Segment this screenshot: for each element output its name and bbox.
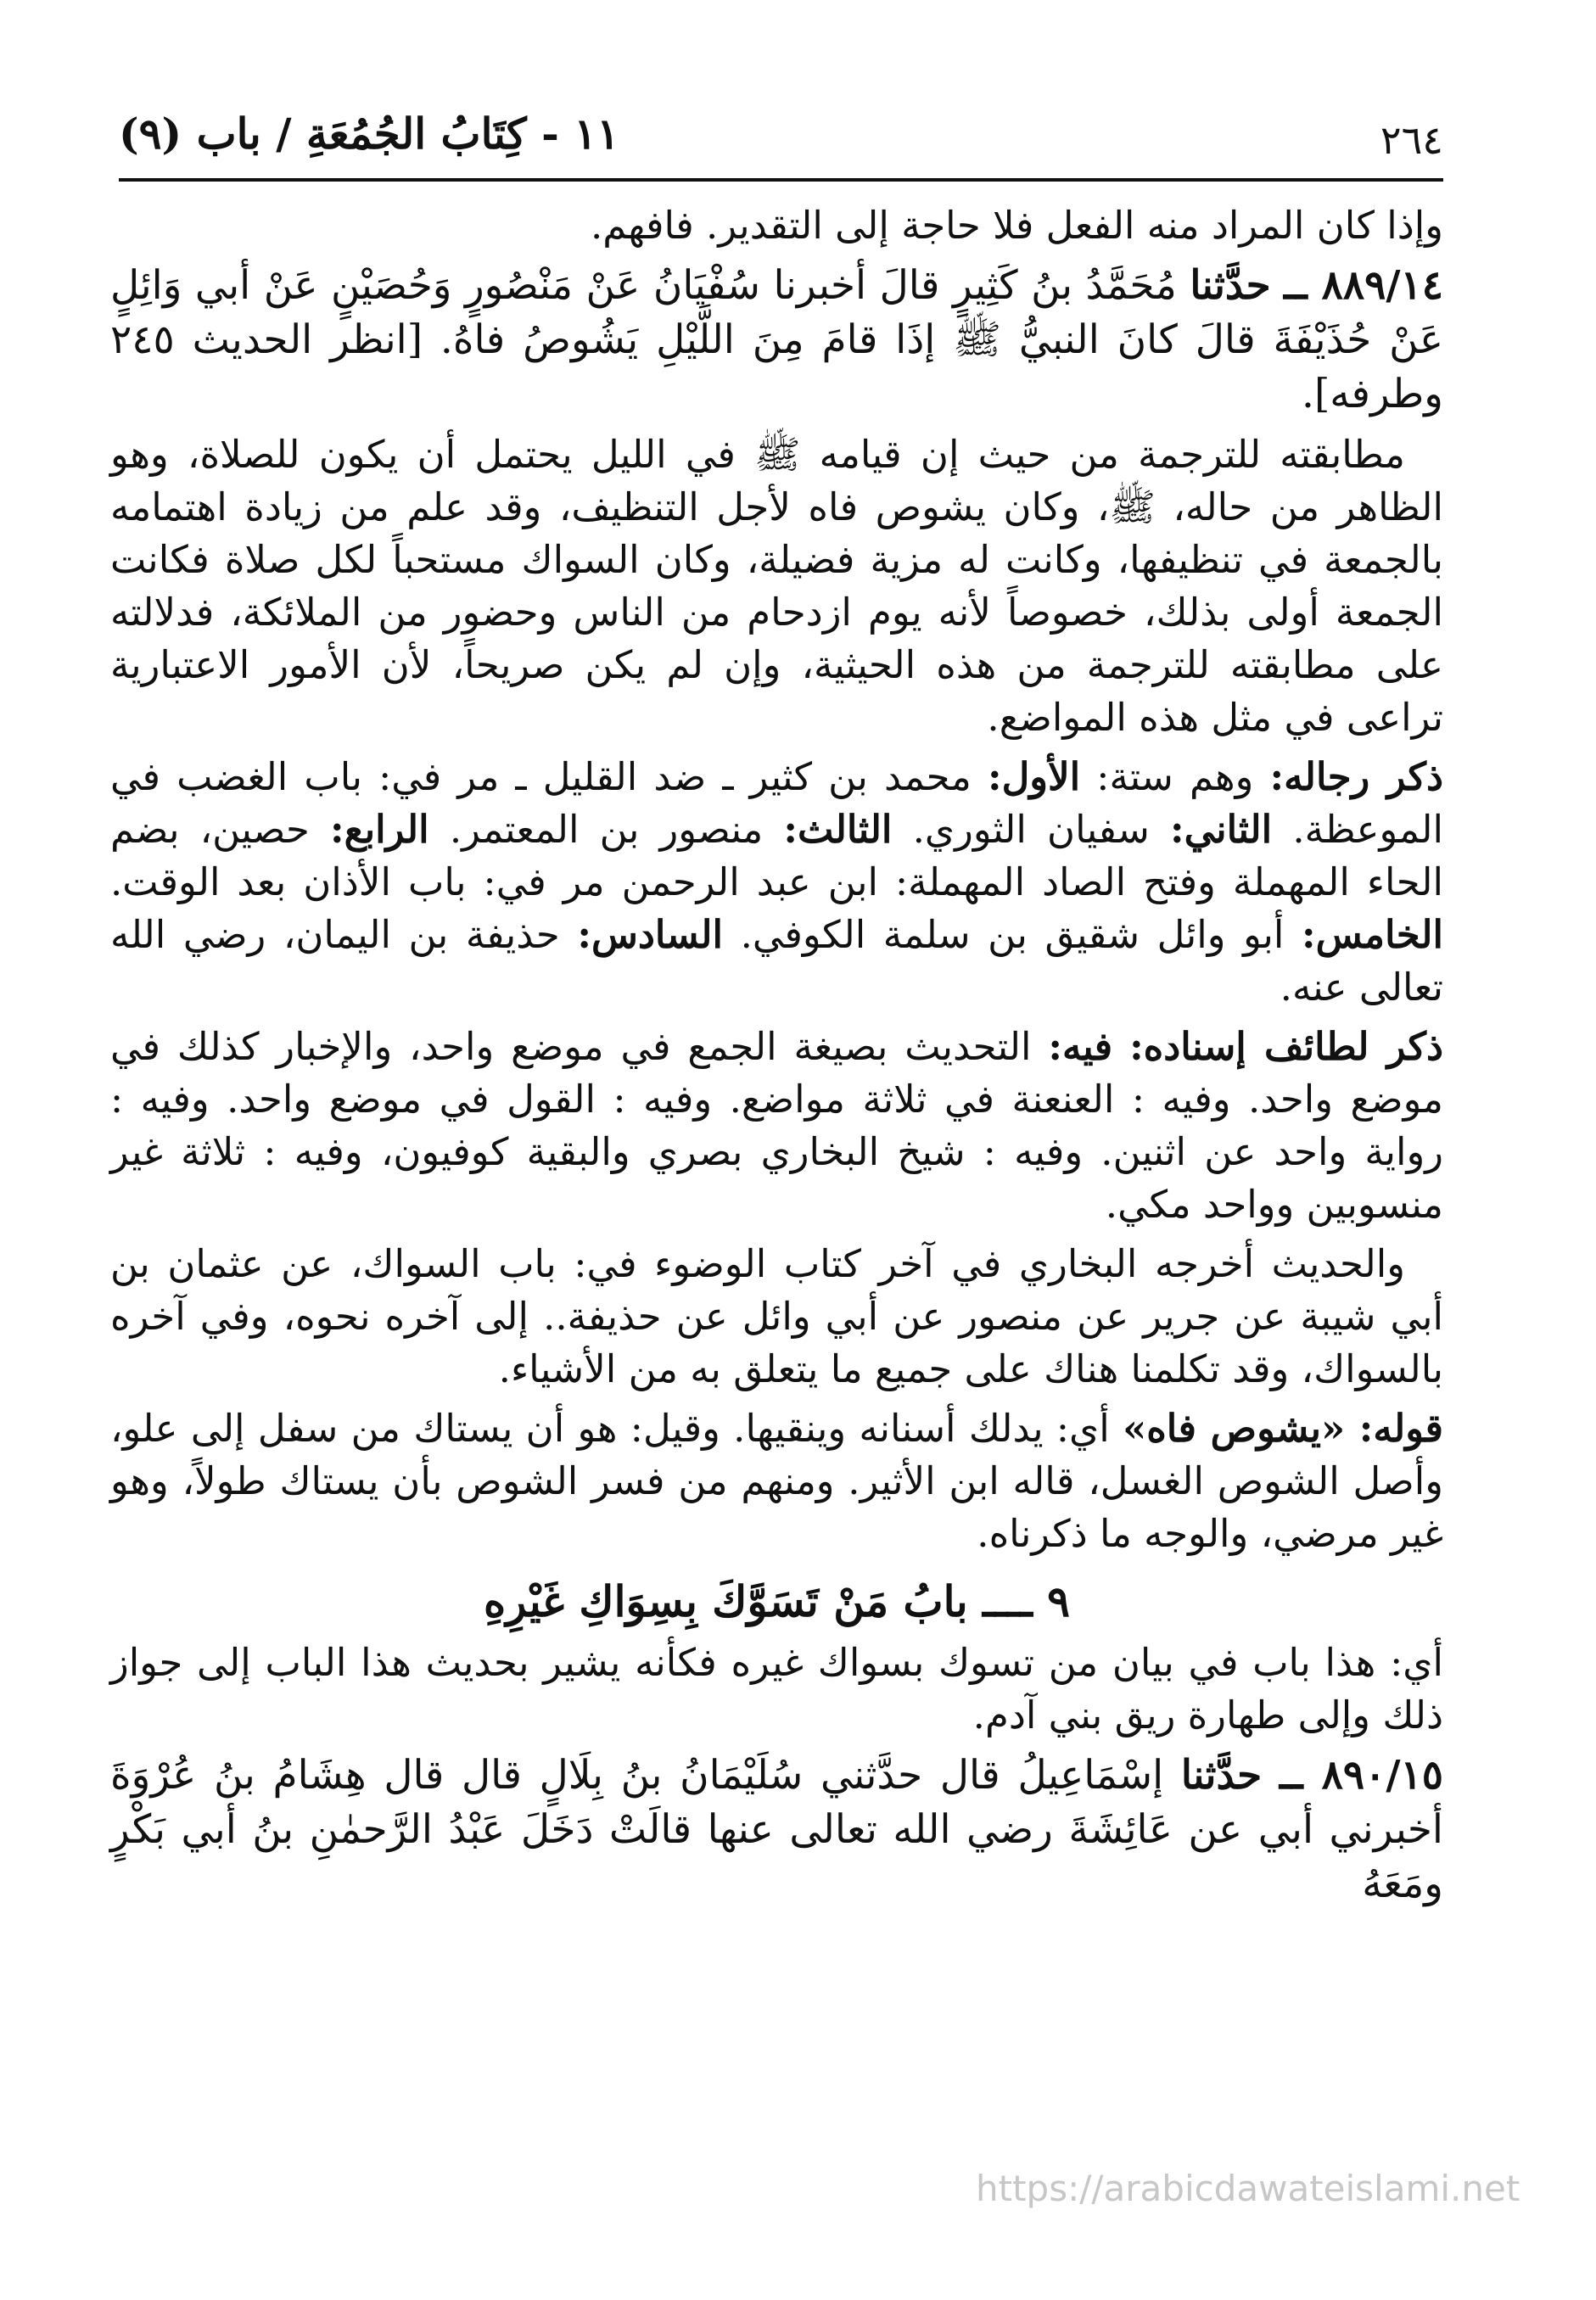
- hadith-890: [110, 1749, 1443, 1911]
- narrator-text: سفيان الثوري.: [912, 807, 1150, 852]
- hadith-number: ٨٩٠/١٥ ــ: [1279, 1752, 1443, 1799]
- watermark: https://arabicdawateislami.net: [976, 2168, 1520, 2209]
- takhrij-paragraph: [110, 1238, 1443, 1396]
- narrator-label: السادس:: [577, 912, 723, 957]
- narrator-text: حذيفة بن اليمان، رضي الله تعالى عنه.: [110, 912, 1443, 1010]
- narrators-section: [110, 751, 1443, 1014]
- narrator-label: الأول:: [987, 754, 1081, 799]
- narrator-text: حصين، بضم الحاء المهملة وفتح الصاد المهملة: ابن عبد الرحمن مر في: باب الأذان بعد الوقت.: [110, 807, 1443, 904]
- narrator-text: أبو وائل شقيق بن سلمة الكوفي.: [740, 912, 1285, 957]
- narrators-intro: وهم ستة:: [1096, 754, 1254, 799]
- paragraph-text: مطابقته للترجمة من حيث إن قيامه ﷺ في الليل يحتمل أن يكون للصلاة، وهو الظاهر من حاله، ﷺ، وكان يشوص فاه لأجل التنظيف، وقد علم من زيادة اهتمامه بالجمعة في تنظيفها، وكانت له مزية فضيلة، وكان السواك مستحباً لكل صلاة فكانت الجمعة أولى بذلك، خصوصاً لأنه يوم ازدحام من الناس وحضور من الملائكة، فدلالته على مطابقته للترجمة من هذه الحيثية، وإن لم يكن صريحاً، لأن الأمور الاعتبارية تراعى في مثل هذه المواضع.: [110, 432, 1443, 740]
- running-title: ١١ - كِتَابُ الجُمُعَةِ / باب (٩): [119, 109, 620, 159]
- narrator-label: الرابع:: [330, 807, 429, 852]
- hadith-label: حدَّثنا: [1190, 262, 1271, 309]
- narrator-text: منصور بن المعتمر.: [449, 807, 764, 852]
- paragraph-text: أي: هذا باب في بيان من تسوك بسواك غيره فكأنه يشير بحديث هذا الباب إلى جواز ذلك وإلى طهارة ريق بني آدم.: [110, 1640, 1443, 1738]
- narrator-label: الثالث:: [783, 807, 893, 852]
- narrator-label: الثاني:: [1170, 807, 1273, 852]
- quote-label: قوله: «يشوص فاه»: [1123, 1406, 1443, 1451]
- hadith-label: حدَّثنا: [1180, 1752, 1263, 1799]
- hadith-889: [110, 259, 1443, 422]
- narrator-text: محمد بن كثير ـ ضد القليل ـ مر في: باب الغضب في الموعظة.: [110, 754, 1443, 852]
- paragraph-text: وإذا كان المراد منه الفعل فلا حاجة إلى التقدير. فافهم.: [591, 203, 1443, 248]
- paragraph-text: والحديث أخرجه البخاري في آخر كتاب الوضوء في: باب السواك، عن عثمان بن أبي شيبة عن جرير عن منصور عن أبي وائل عن حذيفة.. إلى آخره نحوه، وفي آخره بالسواك، وقد تكلمنا هناك على جميع ما يتعلق به من الأشياء.: [110, 1241, 1443, 1391]
- narrator-label: الخامس:: [1301, 912, 1444, 957]
- page-body: [110, 199, 1443, 1918]
- hadith-text: مُحَمَّدُ بنُ كَثِيرٍ قالَ أخبرنا سُفْيَانُ عَنْ مَنْصُورٍ وَحُصَيْنٍ عَنْ أبي وَائِلٍ عَنْ حُذَيْفَةَ قالَ كانَ النبيُّ ﷺ إذَا قامَ مِنَ اللَّيْلِ يَشُوصُ فاهُ. [انظر الحديث ٢٤٥ وطرفه].: [110, 262, 1443, 417]
- section-label: ذكر رجاله:: [1269, 754, 1444, 799]
- isnad-subtleties-section: [110, 1021, 1443, 1231]
- explanation-paragraph: [110, 1402, 1443, 1560]
- header-divider: [119, 178, 1443, 182]
- page-number: ٢٦٤: [1380, 117, 1443, 163]
- section-label: ذكر لطائف إسناده:: [1129, 1024, 1443, 1069]
- paragraph-text: أي: يدلك أسنانه وينقيها. وقيل: هو أن يستاك من سفل إلى علو، وأصل الشوص الغسل، قاله ابن الأثير. ومنهم من فسر الشوص بأن يستاك طولاً، وهو غير مرضي، والوجه ما ذكرناه.: [110, 1406, 1443, 1556]
- commentary-paragraph: [110, 428, 1443, 744]
- page-header: [119, 102, 1443, 178]
- chapter-intro: [110, 1637, 1443, 1742]
- fihi-label: فيه:: [1048, 1024, 1113, 1069]
- paragraph-text: التحديث بصيغة الجمع في موضع واحد، والإخبار كذلك في موضع واحد. وفيه : العنعنة في ثلاثة مواضع. وفيه : القول في موضع واحد. وفيه : رواية واحد عن اثنين. وفيه : شيخ البخاري بصري والبقية كوفيون، وفيه : ثلاثة غير منسوبين وواحد مكي.: [110, 1024, 1443, 1227]
- hadith-text: إسْمَاعِيلُ قال حدَّثني سُلَيْمَانُ بنُ بِلَالٍ قال قال هِشَامُ بنُ عُرْوَةَ أخبرني أبي عن عَائِشَةَ رضي الله تعالى عنها قالَتْ دَخَلَ عَبْدُ الرَّحمٰنِ بنُ أبي بَكْرٍ ومَعَهُ: [110, 1752, 1443, 1907]
- paragraph-intro: [110, 199, 1443, 252]
- chapter-heading: ٩ ــــ بابُ مَنْ تَسَوَّكَ بِسِوَاكِ غَيْرِهِ: [484, 1576, 1070, 1626]
- hadith-number: ٨٨٩/١٤ ــ: [1284, 262, 1443, 309]
